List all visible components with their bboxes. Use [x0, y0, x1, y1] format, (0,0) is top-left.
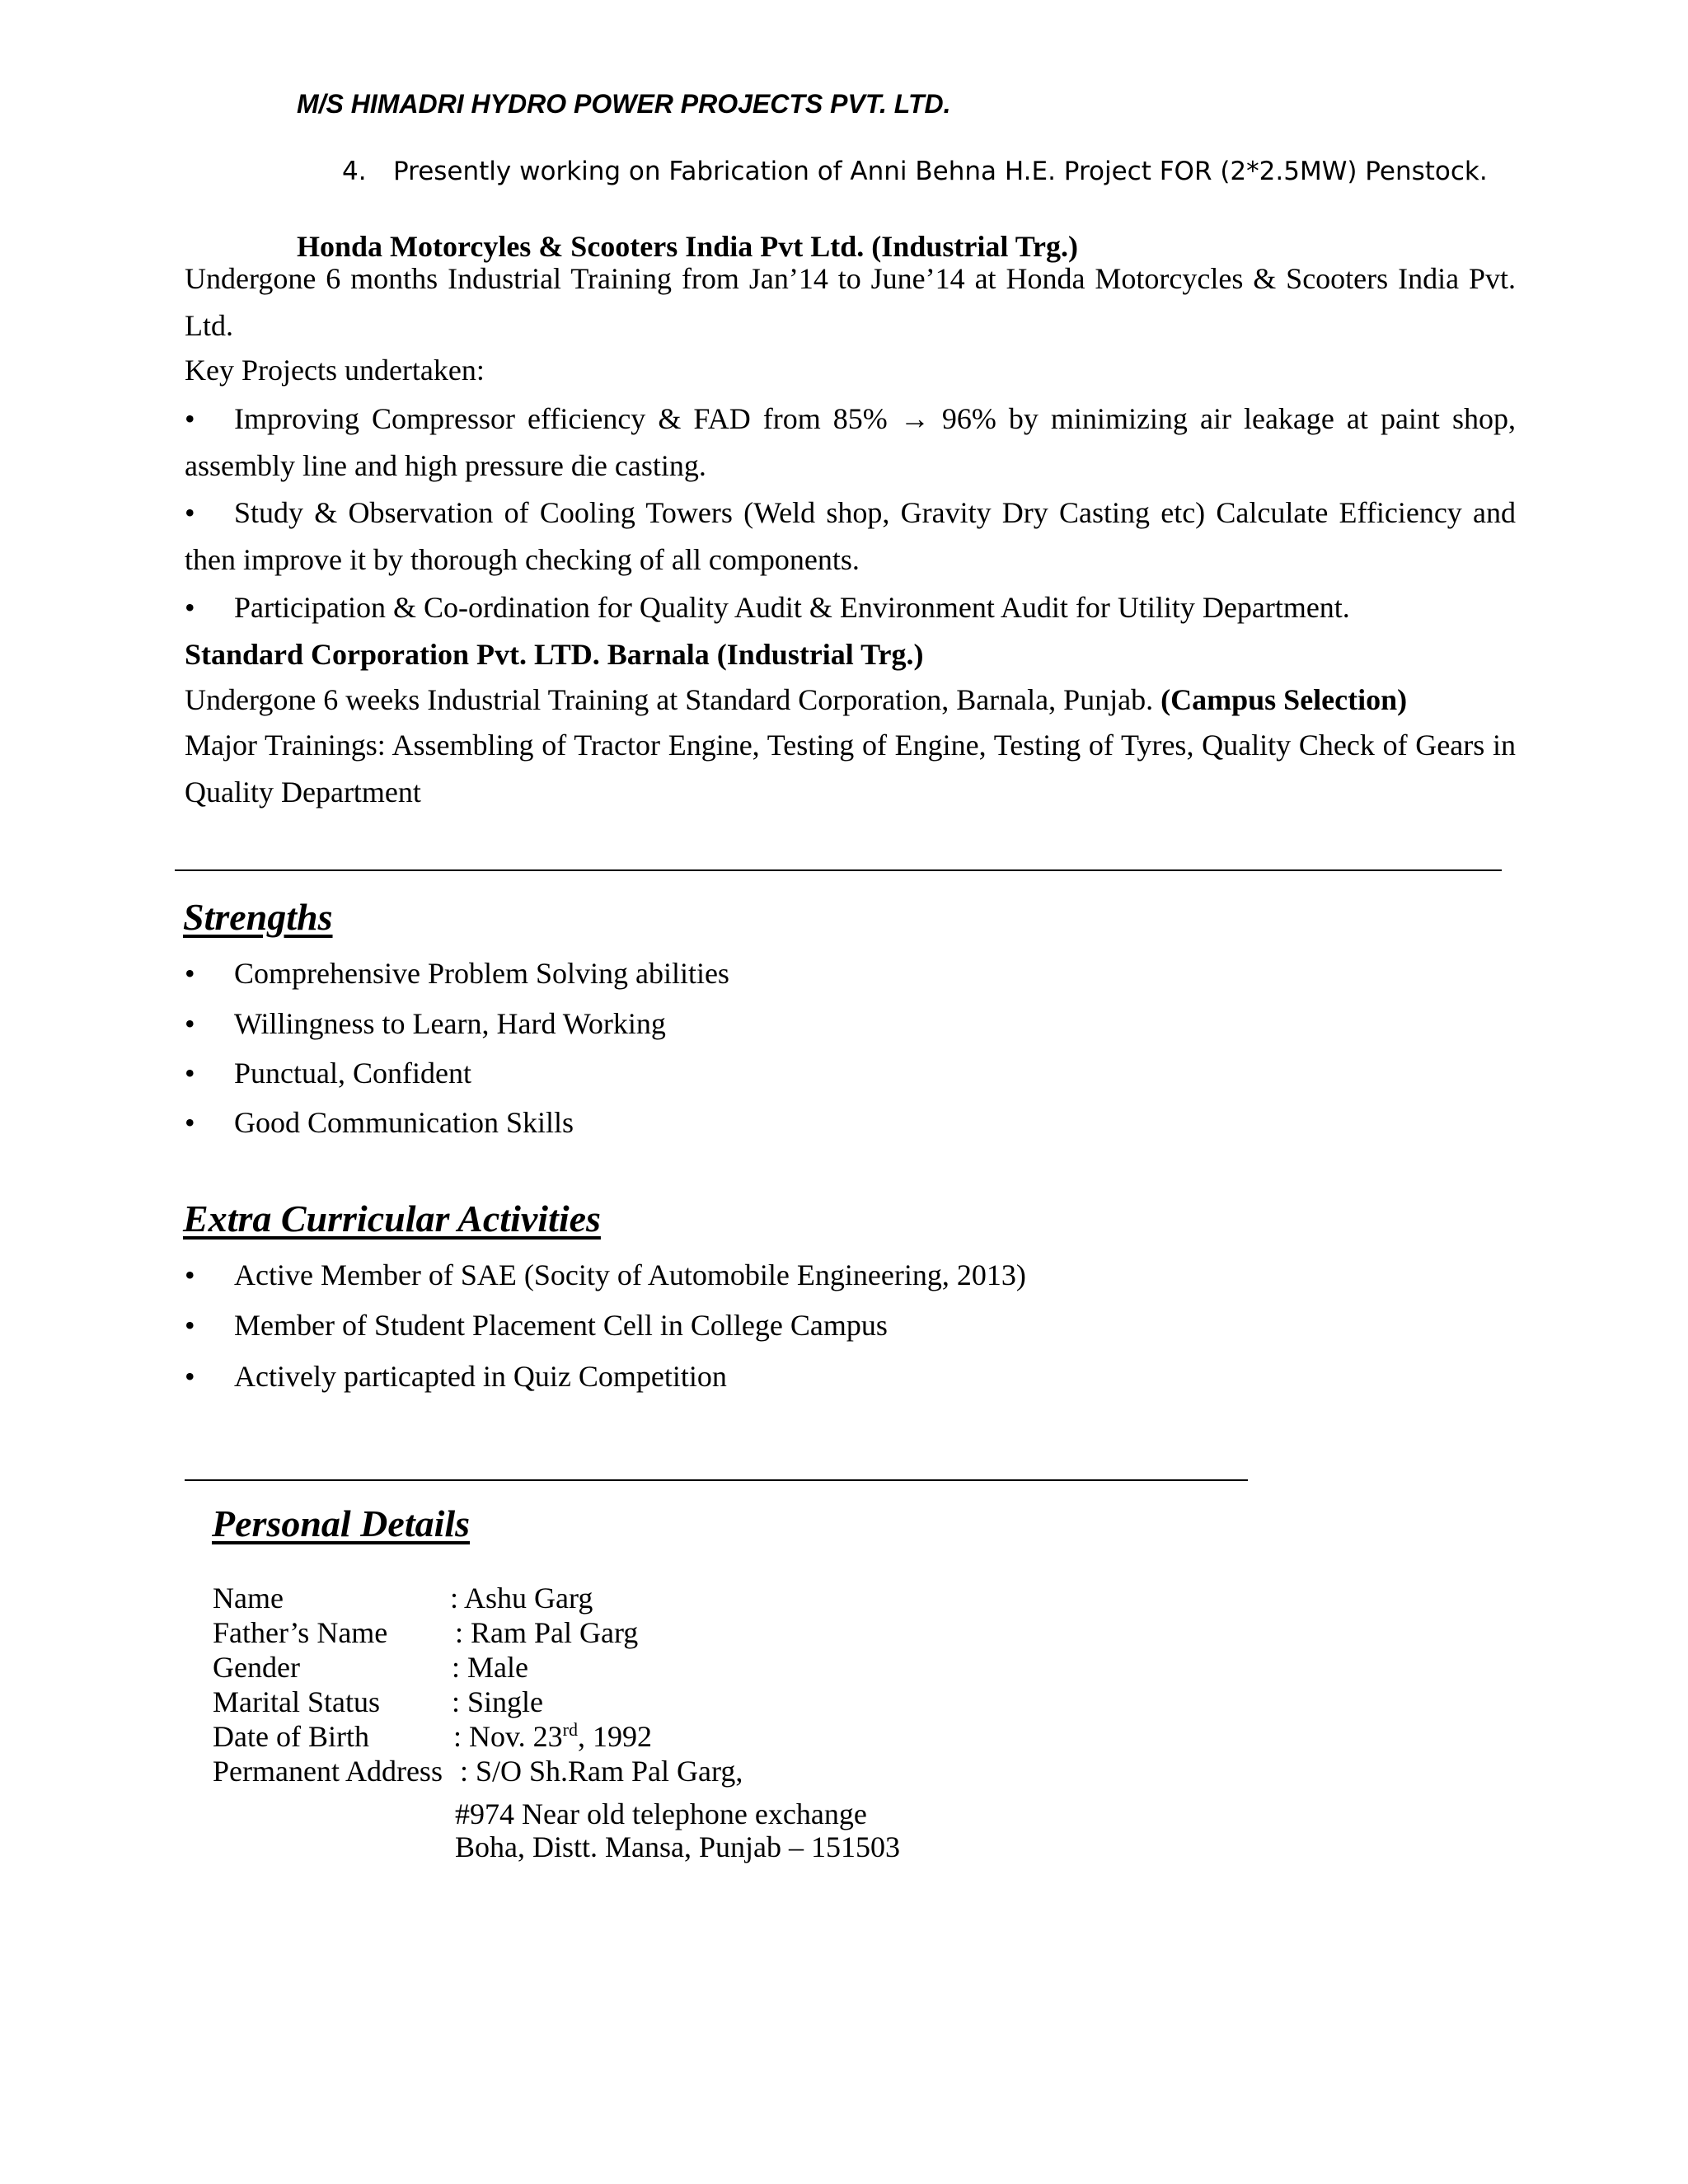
item-number: 4. — [342, 157, 367, 186]
item-text: Presently working on Fabrication of Anni Behna H.E. Project FOR (2*2.5MW) Penstock. — [393, 157, 1488, 186]
name-value: : Ashu Garg — [450, 1582, 593, 1615]
bullet-icon: • — [185, 591, 195, 624]
strengths-title: Strengths — [183, 896, 333, 938]
bullet-icon: • — [185, 957, 195, 990]
bullet-text: Active Member of SAE (Socity of Automobile Engineering, 2013) — [234, 1258, 1026, 1291]
bullet-icon: • — [185, 1258, 195, 1291]
bullet-text: Member of Student Placement Cell in College Campus — [234, 1309, 888, 1342]
bullet-icon: • — [185, 1360, 195, 1393]
bullet-icon: • — [185, 1106, 195, 1139]
personal-title: Personal Details — [212, 1502, 471, 1544]
name-label: Name — [213, 1582, 284, 1615]
bullet-text: Comprehensive Problem Solving abilities — [234, 957, 729, 990]
father-name-value: : Ram Pal Garg — [455, 1616, 639, 1649]
address-line: #974 Near old telephone exchange — [455, 1797, 867, 1830]
dob-label: Date of Birth — [213, 1720, 369, 1753]
marital-status-value: : Single — [452, 1685, 544, 1718]
key-projects-label: Key Projects undertaken: — [185, 354, 485, 387]
divider — [185, 1479, 1248, 1481]
father-name-label: Father’s Name — [213, 1616, 388, 1649]
marital-status-label: Marital Status — [213, 1685, 380, 1718]
bullet-icon: • — [185, 402, 195, 435]
bullet-icon: • — [185, 1007, 195, 1040]
bullet-icon: • — [185, 1057, 195, 1090]
dob-prefix: : Nov. 23 — [453, 1720, 563, 1753]
bullet-text: Actively particapted in Quiz Competition — [234, 1360, 727, 1393]
bullet-icon: • — [185, 496, 195, 529]
campus-selection: (Campus Selection) — [1160, 683, 1408, 716]
gender-value: : Male — [452, 1651, 528, 1684]
numbered-item — [342, 157, 1488, 186]
bullet-text: Study & Observation of Cooling Towers (Weld shop, Gravity Dry Casting etc) Calculate Efficiency and then improve it by thorough checking of all components. — [185, 496, 1516, 576]
standard-description-line — [185, 682, 1407, 717]
honda-bullet-2 — [185, 490, 1516, 583]
address-label: Permanent Address — [213, 1755, 443, 1788]
address-line: Boha, Distt. Mansa, Punjab – 151503 — [455, 1830, 900, 1863]
address-line: : S/O Sh.Ram Pal Garg, — [460, 1755, 743, 1788]
bullet-icon: • — [185, 1309, 195, 1342]
extra-title: Extra Curricular Activities — [183, 1197, 601, 1240]
gender-label: Gender — [213, 1651, 300, 1684]
standard-title: Standard Corporation Pvt. LTD. Barnala (Industrial Trg.) — [185, 638, 924, 671]
bullet-text: Willingness to Learn, Hard Working — [234, 1007, 666, 1040]
bullet-text: Punctual, Confident — [234, 1057, 471, 1090]
standard-description: Undergone 6 weeks Industrial Training at Standard Corporation, Barnala, Punjab. — [185, 683, 1154, 716]
honda-title: Honda Motorcyles & Scooters India Pvt Ltd. (Industrial Trg.) — [297, 230, 1079, 263]
company-heading: M/S HIMADRI HYDRO POWER PROJECTS PVT. LTD. — [297, 89, 951, 119]
honda-description: Undergone 6 months Industrial Training from Jan’14 to June’14 at Honda Motorcycles & Scooters India Pvt. Ltd. — [185, 262, 1516, 342]
standard-major: Major Trainings: Assembling of Tractor Engine, Testing of Engine, Testing of Tyres, Quality Check of Gears in Quality Department — [185, 729, 1516, 808]
bullet-text: Participation & Co-ordination for Quality Audit & Environment Audit for Utility Department. — [234, 591, 1350, 624]
bullet-text: Good Communication Skills — [234, 1106, 574, 1139]
dob-value — [453, 1719, 652, 1754]
divider — [175, 869, 1502, 871]
dob-suffix: , 1992 — [578, 1720, 652, 1753]
dob-superscript: rd — [562, 1719, 578, 1740]
honda-bullet-1 — [185, 396, 1516, 490]
bullet-text: Improving Compressor efficiency & FAD from 85% → 96% by minimizing air leakage at paint shop, assembly line and high pressure die casting. — [185, 402, 1516, 482]
